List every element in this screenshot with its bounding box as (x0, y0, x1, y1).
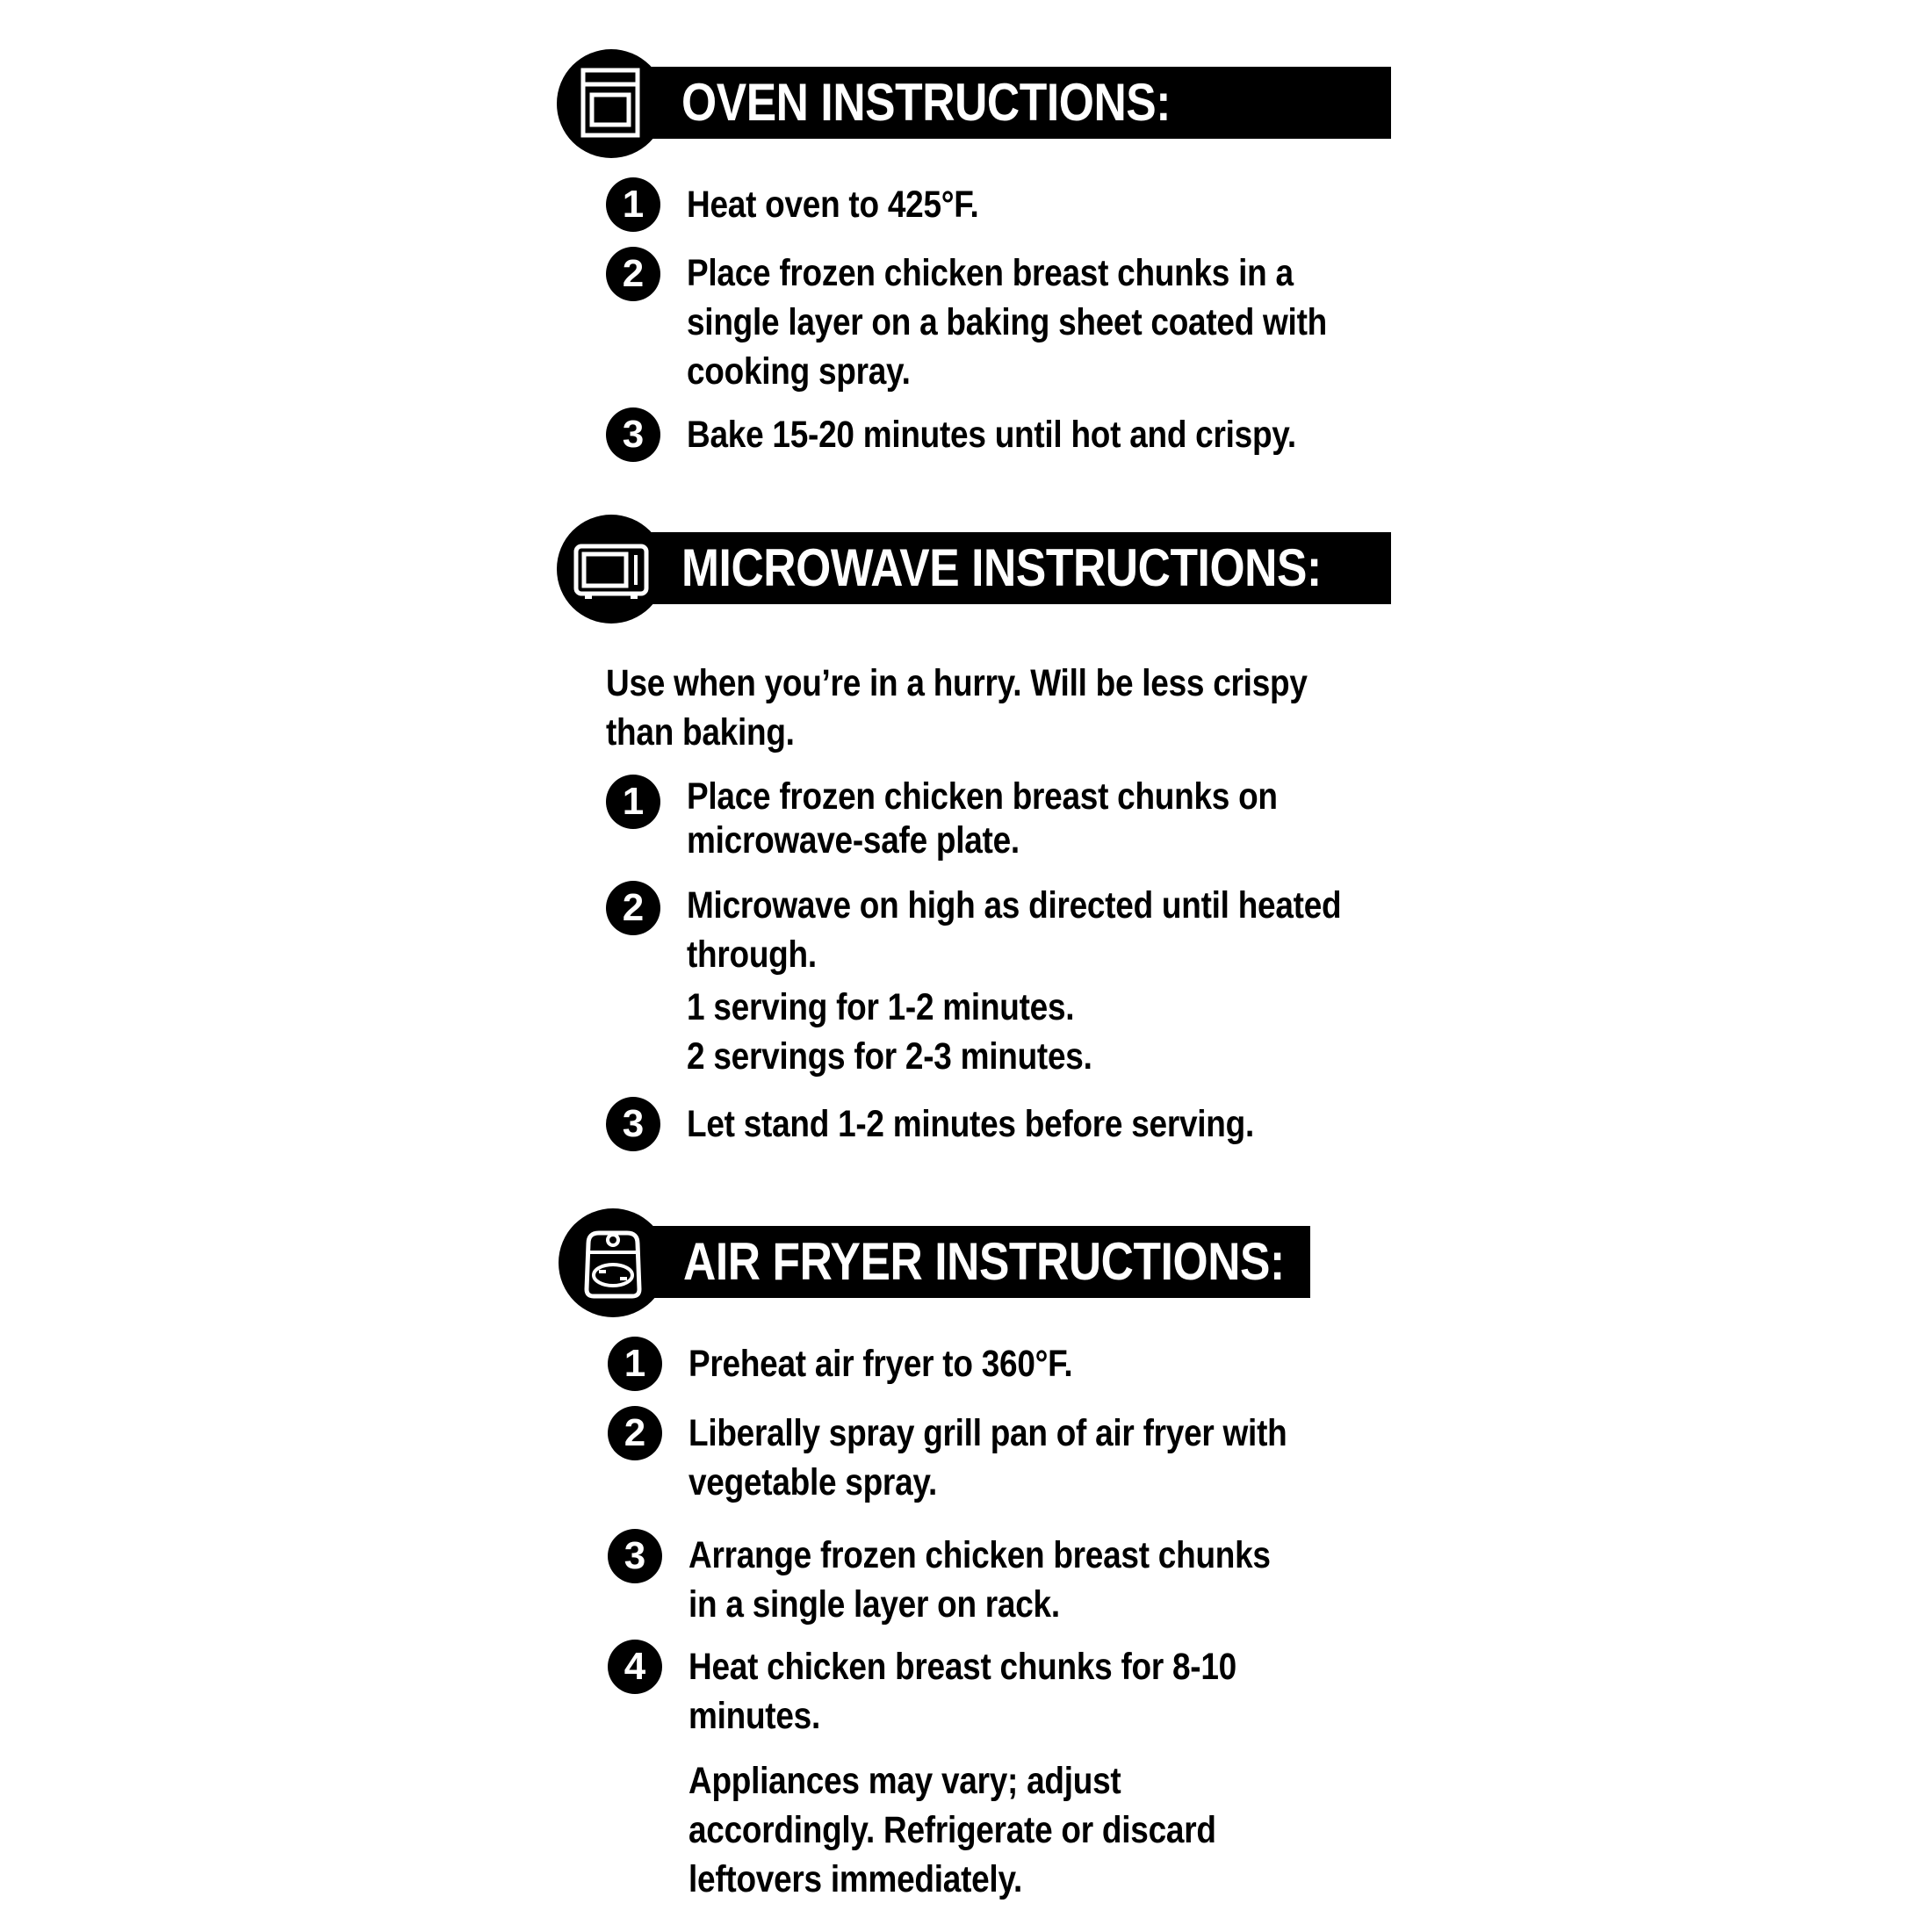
oven-step-3-text (687, 410, 1296, 459)
air-fryer-step-2-line-2: vegetable spray. (688, 1461, 937, 1503)
oven-step-1-number: 1 (606, 177, 660, 232)
microwave-step-2-extra-2: 2 servings for 2-3 minutes. (687, 1035, 1092, 1078)
microwave-step-1-text (687, 775, 1278, 862)
air-fryer-step-4-text (688, 1642, 1236, 1741)
oven-step-3-number: 3 (606, 407, 660, 462)
microwave-step-2-number: 2 (606, 881, 660, 935)
air-fryer-note-line-3: leftovers immediately. (688, 1858, 1023, 1900)
microwave-step-3-line-1: Let stand 1-2 minutes before serving. (687, 1103, 1254, 1145)
microwave-step-2-text (687, 881, 1341, 1081)
microwave-step-1-line-1: Place frozen chicken breast chunks on (687, 775, 1278, 818)
air-fryer-note (688, 1756, 1216, 1904)
oven-step-2-line-1: Place frozen chicken breast chunks in a (687, 252, 1294, 294)
microwave-step-3-number: 3 (606, 1097, 660, 1151)
microwave-icon (557, 515, 666, 624)
microwave-step-2-extra-1: 1 serving for 1-2 minutes. (687, 986, 1075, 1028)
microwave-step-2-line-2: through. (687, 934, 817, 976)
air-fryer-step-2-text (688, 1409, 1287, 1507)
oven-step-1-line-1: Heat oven to 425°F. (687, 184, 979, 226)
air-fryer-icon (559, 1208, 667, 1317)
oven-step-2-line-3: cooking spray. (687, 350, 911, 393)
oven-icon (557, 49, 666, 158)
microwave-step-3-text (687, 1099, 1254, 1149)
microwave-intro-line-2: than baking. (606, 711, 795, 753)
microwave-title: MICROWAVE INSTRUCTIONS: (681, 538, 1322, 597)
air-fryer-step-1-number: 1 (608, 1337, 662, 1391)
air-fryer-step-3-line-2: in a single layer on rack. (688, 1583, 1060, 1626)
microwave-step-2-line-1: Microwave on high as directed until heated (687, 884, 1342, 926)
air-fryer-step-2-number: 2 (608, 1406, 662, 1460)
microwave-step-1-number: 1 (606, 775, 660, 829)
oven-step-2-line-2: single layer on a baking sheet coated with (687, 301, 1327, 343)
microwave-intro (606, 659, 1308, 757)
air-fryer-step-4-number: 4 (608, 1640, 662, 1694)
oven-step-1-text (687, 180, 979, 229)
air-fryer-note-line-2: accordingly. Refrigerate or discard (688, 1809, 1216, 1851)
microwave-step-1-line-2: microwave-safe plate. (687, 819, 1020, 861)
air-fryer-step-1-text (688, 1339, 1072, 1388)
oven-title: OVEN INSTRUCTIONS: (681, 73, 1171, 132)
air-fryer-step-1-line-1: Preheat air fryer to 360°F. (688, 1343, 1073, 1385)
air-fryer-step-2-line-1: Liberally spray grill pan of air fryer with (688, 1412, 1287, 1454)
oven-step-3-line-1: Bake 15-20 minutes until hot and crispy. (687, 414, 1296, 456)
air-fryer-step-4-line-2: minutes. (688, 1695, 821, 1737)
air-fryer-step-4-line-1: Heat chicken breast chunks for 8-10 (688, 1646, 1236, 1688)
microwave-intro-line-1: Use when you’re in a hurry. Will be less crispy (606, 662, 1308, 704)
air-fryer-step-3-number: 3 (608, 1529, 662, 1583)
air-fryer-note-line-1: Appliances may vary; adjust (688, 1760, 1121, 1802)
air-fryer-title: AIR FRYER INSTRUCTIONS: (683, 1232, 1285, 1291)
oven-step-2-text (687, 249, 1327, 396)
air-fryer-step-3-text (688, 1531, 1271, 1629)
oven-step-2-number: 2 (606, 247, 660, 301)
air-fryer-step-3-line-1: Arrange frozen chicken breast chunks (688, 1534, 1271, 1576)
